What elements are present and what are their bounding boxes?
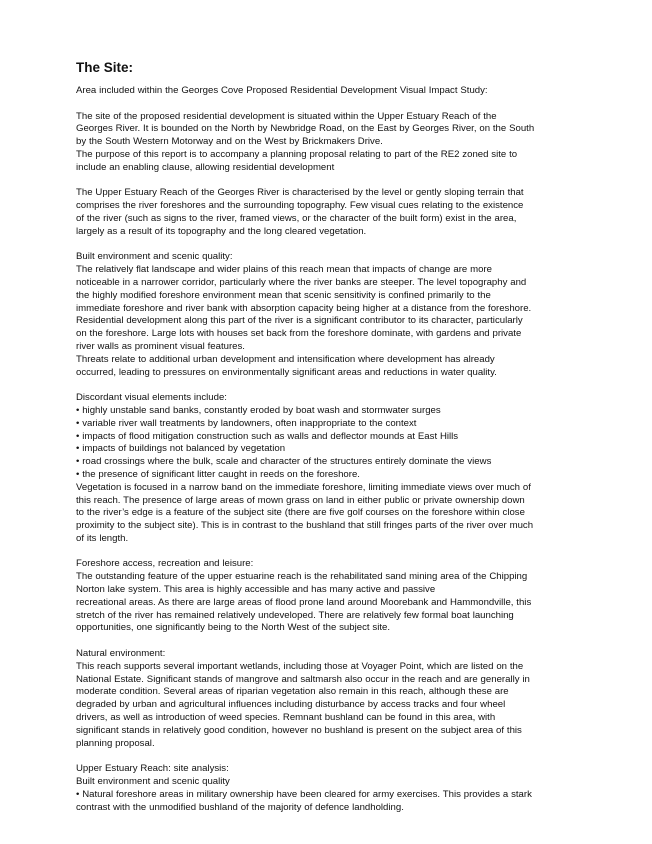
text-line: Vegetation is focused in a narrow band on the immediate foreshore, limiting immediate views over much of: [76, 481, 531, 493]
text-line: largely as a result of its topography and the long cleared vegetation.: [76, 225, 367, 237]
text-line: drivers, as well as introduction of weed species. Remnant bushland can be found in this area, with: [76, 712, 496, 724]
text-line: Built environment and scenic quality:: [76, 251, 233, 263]
site-description-paragraph: [76, 111, 596, 175]
text-line: comprises the river foreshores and the surrounding topography. Few visual cues relating to the existence: [76, 200, 524, 212]
text-line: stretch of the river has remained relatively undeveloped. There are relatively few formal boat launching: [76, 609, 514, 621]
text-line: • road crossings where the bulk, scale and character of the structures entirely dominate the views: [76, 456, 492, 468]
text-line: Foreshore access, recreation and leisure:: [76, 558, 254, 570]
text-line: • Natural foreshore areas in military ownership have been cleared for army exercises. This provides a stark: [76, 788, 532, 800]
text-line: National Estate. Significant stands of mangrove and saltmarsh also occur in the reach and are generally in: [76, 673, 530, 685]
text-line: This reach supports several important wetlands, including those at Voyager Point, which are listed on the: [76, 660, 524, 672]
built-environment-section: [76, 251, 596, 379]
upper-estuary-paragraph: [76, 187, 596, 238]
text-line: The outstanding feature of the upper estuarine reach is the rehabilitated sand mining area of the Chipping: [76, 571, 528, 583]
text-line: to the river’s edge is a feature of the subject site (there are five golf courses on the foreshore within close: [76, 507, 525, 519]
text-line: • highly unstable sand banks, constantly eroded by boat wash and stormwater surges: [76, 404, 441, 416]
document-body: [76, 85, 596, 814]
text-line: include an enabling clause, allowing residential development: [76, 161, 335, 173]
text-line: Threats relate to additional urban development and intensification where development has already: [76, 353, 495, 365]
text-line: Natural environment:: [76, 648, 166, 660]
page-title: The Site:: [76, 60, 134, 75]
text-line: opportunities, one significantly being to the North West of the subject site.: [76, 622, 390, 634]
text-line: contrast with the unmodified bushland of the majority of defence landholding.: [76, 801, 404, 813]
text-line: • impacts of flood mitigation construction such as walls and deflector mounds at East Hills: [76, 430, 459, 442]
text-line: • impacts of buildings not balanced by vegetation: [76, 443, 286, 455]
text-line: Built environment and scenic quality: [76, 776, 230, 788]
discordant-elements-section: [76, 392, 596, 546]
text-line: immediate foreshore and river bank with absorption capacity being higher at a distance from the foreshore.: [76, 302, 532, 314]
text-line: The site of the proposed residential development is situated within the Upper Estuary Reach of the: [76, 110, 497, 122]
text-line: • the presence of significant litter caught in reeds on the foreshore.: [76, 468, 360, 480]
text-line: Discordant visual elements include:: [76, 392, 227, 404]
text-line: the highly modified foreshore environment mean that scenic sensitivity is confined primarily to the: [76, 289, 491, 301]
natural-environment-section: [76, 648, 596, 750]
text-line: this reach. The presence of large areas of mown grass on land in either public or private ownership down: [76, 494, 525, 506]
text-line: occurred, leading to pressures on environmentally significant areas and reductions in water quality.: [76, 366, 497, 378]
text-line: recreational areas. As there are large areas of flood prone land around Moorebank and Hammondville, this: [76, 596, 532, 608]
intro-paragraph: Area included within the Georges Cove Proposed Residential Development Visual Impact Study:: [76, 85, 488, 96]
text-line: Upper Estuary Reach: site analysis:: [76, 763, 229, 775]
site-analysis-section: [76, 763, 596, 814]
text-line: moderate condition. Several areas of riparian vegetation also remain in this reach, although these are: [76, 686, 509, 698]
text-line: river walls as prominent visual features.: [76, 340, 245, 352]
text-line: Norton lake system. This area is highly accessible and has many active and passive: [76, 584, 436, 596]
text-line: • variable river wall treatments by landowners, often inappropriate to the context: [76, 417, 417, 429]
text-line: of its length.: [76, 532, 129, 544]
text-line: by the South Western Motorway and on the West by Brickmakers Drive.: [76, 136, 383, 148]
text-line: The relatively flat landscape and wider plains of this reach mean that impacts of change are more: [76, 264, 492, 276]
text-line: Georges River. It is bounded on the North by Newbridge Road, on the East by Georges River, on the South: [76, 123, 535, 135]
text-line: significant stands in relatively good condition, however no bushland is present on the subject area of this: [76, 724, 522, 736]
text-line: degraded by urban and agricultural influences including disturbance by access tracks and four wheel: [76, 699, 506, 711]
foreshore-access-section: [76, 558, 596, 635]
text-line: The Upper Estuary Reach of the Georges River is characterised by the level or gently sloping terrain that: [76, 187, 524, 199]
text-line: Residential development along this part of the river is a significant contributor to its character, particularly: [76, 315, 523, 327]
text-line: The purpose of this report is to accompany a planning proposal relating to part of the RE2 zoned site to: [76, 148, 518, 160]
text-line: noticeable in a narrower corridor, particularly where the river banks are steeper. The level topography and: [76, 276, 527, 288]
text-line: proximity to the subject site). This is in contrast to the bushland that still fringes parts of the river over much: [76, 520, 534, 532]
text-line: planning proposal.: [76, 737, 155, 749]
text-line: on the foreshore. Large lots with houses set back from the foreshore dominate, with gardens and private: [76, 328, 522, 340]
text-line: of the river (such as signs to the river, framed views, or the character of the built form) exist in the area,: [76, 212, 517, 224]
